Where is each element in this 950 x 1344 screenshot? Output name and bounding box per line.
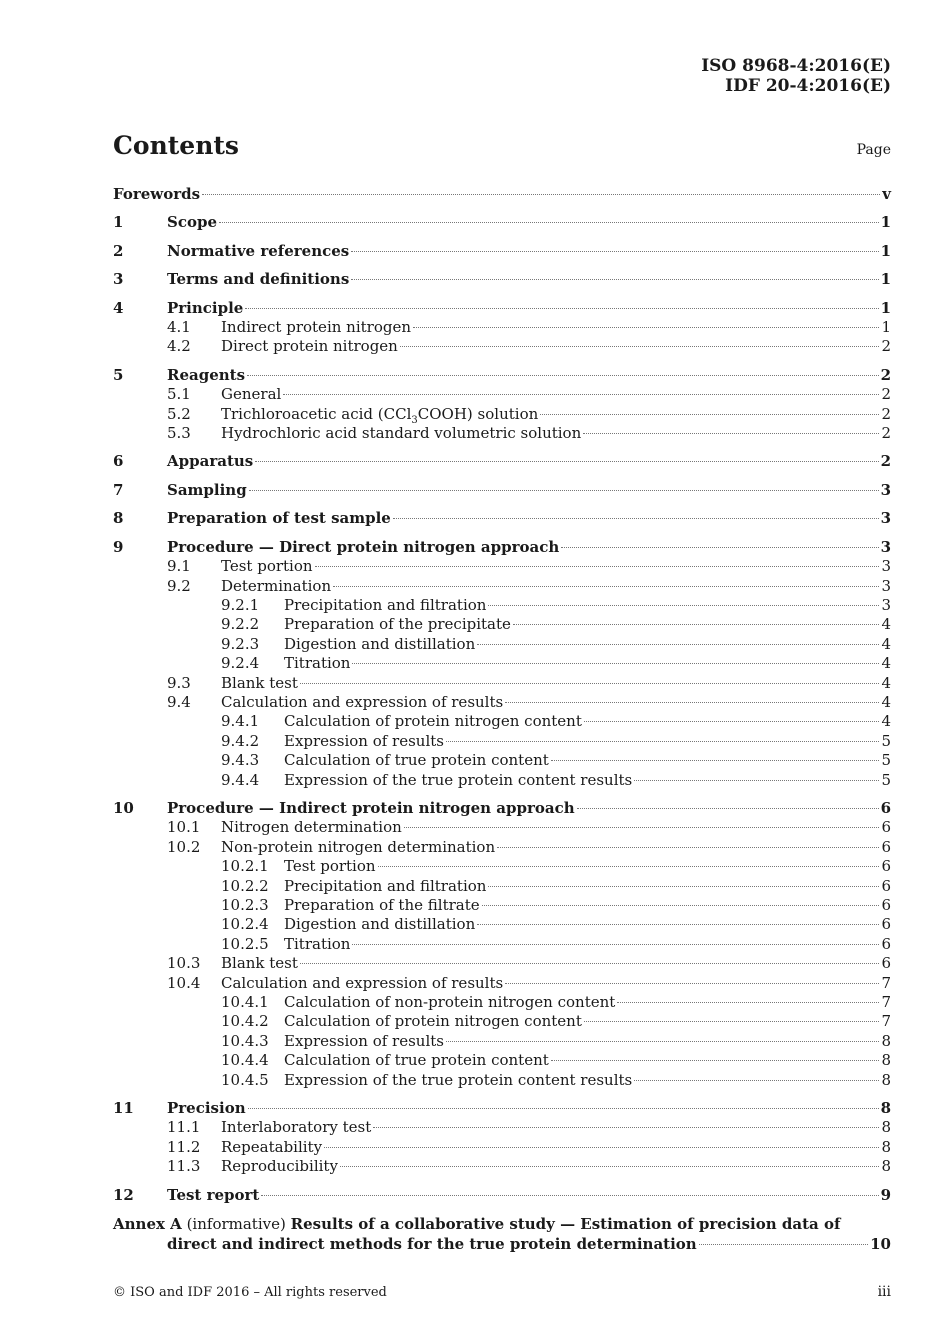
dot-leader bbox=[248, 1108, 879, 1109]
dot-leader bbox=[477, 924, 879, 925]
toc-entry-page: 4 bbox=[881, 634, 891, 653]
toc-entry[interactable] bbox=[113, 1157, 891, 1176]
dot-leader bbox=[699, 1244, 868, 1245]
dot-leader bbox=[373, 1127, 879, 1128]
toc-entry-page: 6 bbox=[880, 798, 891, 817]
toc-entry[interactable] bbox=[113, 366, 891, 385]
toc-entry-page: 2 bbox=[880, 365, 891, 384]
dot-leader bbox=[393, 518, 879, 519]
toc-entry-number: 11.1 bbox=[167, 1118, 201, 1137]
toc-entry-label: Terms and definitions bbox=[167, 270, 350, 289]
toc-entry-label: Reagents bbox=[167, 365, 246, 384]
toc-entry[interactable] bbox=[113, 635, 891, 654]
toc-entry[interactable] bbox=[113, 974, 891, 993]
dot-leader bbox=[482, 905, 880, 906]
toc-entry-label: Calculation of protein nitrogen content bbox=[284, 712, 582, 731]
toc-entry-page: 4 bbox=[881, 692, 891, 711]
toc-entry-page: 3 bbox=[881, 595, 891, 614]
dot-leader bbox=[340, 1166, 880, 1167]
toc-entry-page: 2 bbox=[881, 385, 891, 404]
dot-leader bbox=[583, 433, 879, 434]
toc-entry-page: 6 bbox=[881, 896, 891, 914]
toc-entry-label: Blank test bbox=[221, 673, 298, 692]
dot-leader bbox=[446, 741, 879, 742]
toc-entry-number: 9.2 bbox=[167, 576, 191, 595]
toc-entry-number: 10.2.2 bbox=[221, 876, 269, 895]
toc-entry-page: 4 bbox=[881, 654, 891, 673]
toc-entry[interactable] bbox=[113, 337, 891, 356]
toc-entry-label: Precision bbox=[167, 1099, 246, 1118]
toc-entry-page: 1 bbox=[880, 270, 891, 289]
toc-entry-label: Apparatus bbox=[167, 452, 254, 471]
toc-entry[interactable] bbox=[113, 318, 891, 337]
toc-entry[interactable] bbox=[113, 242, 891, 261]
toc-entry-label: Procedure — Indirect protein nitrogen approach bbox=[167, 798, 575, 817]
toc-entry-label: General bbox=[221, 385, 282, 404]
toc-entry-page: 2 bbox=[881, 404, 891, 423]
toc-entry-number: 9.4.2 bbox=[221, 731, 260, 750]
toc-entry-page: 2 bbox=[880, 452, 891, 471]
toc-entry-label: Scope bbox=[167, 213, 218, 232]
dot-leader bbox=[378, 866, 880, 867]
toc-entry-label: Titration bbox=[284, 934, 351, 953]
toc-entry-page: 3 bbox=[880, 537, 891, 556]
dot-leader bbox=[617, 1002, 879, 1003]
toc-entry-label: Expression of the true protein content results bbox=[284, 770, 633, 789]
toc-entry-page: 5 bbox=[881, 770, 891, 789]
annex-title-line-2: direct and indirect methods for the true protein determination bbox=[167, 1235, 697, 1254]
toc-entry-page: 4 bbox=[881, 712, 891, 731]
toc-entry-number: 10.4.5 bbox=[221, 1070, 269, 1089]
toc-entry[interactable] bbox=[113, 557, 891, 576]
toc-entry[interactable] bbox=[113, 896, 891, 915]
toc-entry-page: 7 bbox=[881, 993, 891, 1012]
toc-entry-number: 5.1 bbox=[167, 385, 191, 404]
toc-entry[interactable] bbox=[113, 185, 891, 204]
annex-line-1 bbox=[113, 1214, 891, 1234]
annex-informative: (informative) bbox=[186, 1215, 286, 1234]
toc-entry[interactable] bbox=[113, 674, 891, 693]
toc-entry-label: Preparation of the filtrate bbox=[284, 896, 480, 914]
toc-entry-page: 1 bbox=[880, 213, 891, 232]
toc-entry-label: Test portion bbox=[221, 557, 313, 576]
toc-entry[interactable] bbox=[113, 857, 891, 876]
toc-entry-number: 9.4 bbox=[167, 692, 191, 711]
toc-entry-page: 8 bbox=[881, 1157, 891, 1176]
toc-entry-page: 3 bbox=[880, 509, 891, 528]
dot-leader bbox=[584, 721, 880, 722]
toc-entry-label: Non-protein nitrogen determination bbox=[221, 837, 496, 856]
toc-entry-number: 9.3 bbox=[167, 673, 191, 692]
dot-leader bbox=[400, 346, 880, 347]
toc-entry-number: 6 bbox=[113, 452, 124, 471]
toc-entry-page: 3 bbox=[881, 557, 891, 576]
toc-entry-label: Titration bbox=[284, 654, 351, 673]
toc-entry[interactable] bbox=[113, 596, 891, 615]
toc-entry[interactable] bbox=[113, 1032, 891, 1051]
toc-entry-page: 6 bbox=[881, 876, 891, 895]
toc-entry-number: 10.2.1 bbox=[221, 857, 269, 876]
toc-entry-number: 9 bbox=[113, 537, 124, 556]
toc-entry-number: 10.2.4 bbox=[221, 915, 269, 934]
dot-leader bbox=[261, 1195, 878, 1196]
toc-entry-number: 9.4.3 bbox=[221, 751, 260, 770]
toc-entry-page: 6 bbox=[881, 818, 891, 837]
toc-entry[interactable] bbox=[113, 538, 891, 557]
annex-prefix: Annex A bbox=[113, 1215, 182, 1234]
toc-entry-number: 10.4.3 bbox=[221, 1031, 269, 1050]
toc-entry-page: 1 bbox=[881, 318, 891, 337]
dot-leader bbox=[477, 644, 879, 645]
dot-leader bbox=[249, 490, 879, 491]
toc-entry-label: Precipitation and filtration bbox=[284, 595, 487, 614]
toc-entry[interactable] bbox=[113, 799, 891, 818]
toc-entry-page: 2 bbox=[881, 424, 891, 443]
toc-entry-number: 5 bbox=[113, 365, 124, 384]
toc-entry-number: 10.2 bbox=[167, 837, 201, 856]
toc-entry[interactable] bbox=[113, 993, 891, 1012]
toc-entry[interactable] bbox=[113, 712, 891, 731]
toc-entry[interactable] bbox=[113, 877, 891, 896]
toc-entry-page: 4 bbox=[881, 673, 891, 692]
dot-leader bbox=[551, 1060, 880, 1061]
toc-entry[interactable] bbox=[113, 1138, 891, 1157]
document-header bbox=[701, 56, 891, 96]
toc-entry-page: 4 bbox=[881, 615, 891, 634]
toc-entry-page: 8 bbox=[880, 1099, 891, 1118]
toc-entry[interactable] bbox=[113, 838, 891, 857]
toc-entry-number: 10 bbox=[113, 798, 134, 817]
toc-entry-page: 6 bbox=[881, 934, 891, 953]
dot-leader bbox=[255, 461, 878, 462]
toc-entry-label: Digestion and distillation bbox=[284, 915, 476, 934]
dot-leader bbox=[245, 308, 878, 309]
toc-entry-label: Hydrochloric acid standard volumetric solution bbox=[221, 424, 582, 443]
toc-entry[interactable] bbox=[113, 452, 891, 471]
dot-leader bbox=[351, 279, 878, 280]
toc-entry-page: 9 bbox=[880, 1185, 891, 1204]
dot-leader bbox=[324, 1147, 879, 1148]
table-of-contents bbox=[113, 185, 891, 1254]
toc-entry-label: Indirect protein nitrogen bbox=[221, 318, 411, 337]
toc-entry-page: 5 bbox=[881, 731, 891, 750]
toc-entry-label: Test portion bbox=[284, 857, 376, 876]
toc-entry-label: Precipitation and filtration bbox=[284, 876, 487, 895]
dot-leader bbox=[488, 605, 879, 606]
toc-entry[interactable] bbox=[113, 270, 891, 289]
toc-entry-number: 2 bbox=[113, 241, 124, 260]
toc-entry[interactable] bbox=[113, 424, 891, 443]
dot-leader bbox=[561, 547, 878, 548]
toc-entry-page: 1 bbox=[880, 241, 891, 260]
dot-leader bbox=[300, 683, 880, 684]
toc-entry-label: Sampling bbox=[167, 480, 247, 499]
dot-leader bbox=[333, 586, 879, 587]
toc-entry-label: Expression of results bbox=[284, 731, 444, 750]
toc-entry-label: Procedure — Direct protein nitrogen approach bbox=[167, 537, 560, 556]
toc-entry-number: 10.4.4 bbox=[221, 1051, 269, 1070]
toc-entry-number: 10.1 bbox=[167, 818, 201, 837]
toc-entry-label: Blank test bbox=[221, 954, 298, 973]
toc-entry[interactable] bbox=[113, 1186, 891, 1205]
toc-entry[interactable] bbox=[113, 577, 891, 596]
dot-leader bbox=[634, 780, 879, 781]
toc-entry-number: 9.2.3 bbox=[221, 634, 260, 653]
toc-entry-label: Calculation of true protein content bbox=[284, 751, 549, 770]
toc-entry-number: 10.2.3 bbox=[221, 896, 269, 914]
annex-line-2 bbox=[167, 1234, 891, 1254]
toc-entry[interactable] bbox=[113, 213, 891, 232]
toc-entry-page: 8 bbox=[881, 1031, 891, 1050]
toc-entry-number: 7 bbox=[113, 480, 124, 499]
toc-entry[interactable] bbox=[113, 299, 891, 318]
toc-entry-number: 9.4.1 bbox=[221, 712, 260, 731]
toc-entry-label: Calculation of true protein content bbox=[284, 1051, 549, 1070]
toc-entries bbox=[113, 185, 891, 1205]
toc-entry-number: 3 bbox=[113, 270, 124, 289]
toc-entry[interactable] bbox=[113, 935, 891, 954]
dot-leader bbox=[513, 624, 880, 625]
toc-entry[interactable] bbox=[113, 732, 891, 751]
toc-entry-label: Interlaboratory test bbox=[221, 1118, 372, 1137]
toc-entry-label: Expression of the true protein content results bbox=[284, 1070, 633, 1089]
dot-leader bbox=[202, 194, 880, 195]
annex-title-line-1: Results of a collaborative study — Estimation of precision data of bbox=[290, 1215, 841, 1234]
toc-entry-page: 5 bbox=[881, 751, 891, 770]
toc-entry-label: Principle bbox=[167, 298, 244, 317]
dot-leader bbox=[446, 1041, 879, 1042]
page-title: Contents bbox=[113, 131, 240, 160]
toc-entry-number: 4.2 bbox=[167, 337, 191, 356]
toc-entry[interactable] bbox=[113, 385, 891, 404]
toc-entry-number: 5.3 bbox=[167, 424, 191, 443]
toc-entry-page: 6 bbox=[881, 954, 891, 973]
toc-entry-label: Repeatability bbox=[221, 1137, 323, 1156]
toc-entry-number: 11 bbox=[113, 1099, 134, 1118]
toc-entry[interactable] bbox=[113, 1012, 891, 1031]
dot-leader bbox=[315, 566, 880, 567]
dot-leader bbox=[413, 327, 879, 328]
copyright-notice: © ISO and IDF 2016 – All rights reserved bbox=[113, 1285, 387, 1300]
toc-entry-number: 9.1 bbox=[167, 557, 191, 576]
idf-designation: IDF 20-4:2016(E) bbox=[725, 76, 891, 96]
toc-entry-label: Preparation of test sample bbox=[167, 509, 391, 528]
toc-annex-entry[interactable] bbox=[113, 1214, 891, 1254]
toc-entry-number: 12 bbox=[113, 1185, 134, 1204]
toc-entry-label: Nitrogen determination bbox=[221, 818, 402, 837]
toc-entry-page: 8 bbox=[881, 1070, 891, 1089]
dot-leader bbox=[488, 886, 879, 887]
dot-leader bbox=[584, 1021, 880, 1022]
toc-entry[interactable] bbox=[113, 693, 891, 712]
toc-entry-label: Reproducibility bbox=[221, 1157, 338, 1176]
dot-leader bbox=[219, 222, 879, 223]
dot-leader bbox=[577, 808, 879, 809]
annex-page: 10 bbox=[870, 1235, 891, 1254]
toc-entry[interactable] bbox=[113, 405, 891, 424]
toc-entry-number: 10.4 bbox=[167, 973, 201, 992]
toc-entry-number: 4 bbox=[113, 298, 124, 317]
toc-entry-page: v bbox=[882, 185, 891, 203]
toc-entry-number: 10.4.1 bbox=[221, 993, 269, 1012]
toc-entry[interactable] bbox=[113, 751, 891, 770]
page-column-label: Page bbox=[856, 142, 891, 158]
dot-leader bbox=[247, 375, 879, 376]
toc-entry-page: 8 bbox=[881, 1137, 891, 1156]
toc-entry[interactable] bbox=[113, 954, 891, 973]
toc-entry-number: 9.4.4 bbox=[221, 770, 260, 789]
toc-entry[interactable] bbox=[113, 654, 891, 673]
toc-entry[interactable] bbox=[113, 615, 891, 634]
toc-entry-label: Normative references bbox=[167, 241, 350, 260]
dot-leader bbox=[505, 702, 879, 703]
toc-entry-number: 10.3 bbox=[167, 954, 201, 973]
toc-entry-page: 1 bbox=[880, 298, 891, 317]
toc-entry-label: Calculation and expression of results bbox=[221, 973, 504, 992]
toc-entry-page: 6 bbox=[881, 837, 891, 856]
toc-entry-number: 10.2.5 bbox=[221, 934, 269, 953]
toc-entry[interactable] bbox=[113, 771, 891, 790]
toc-entry-label: Trichloroacetic acid (CCl$_3$COOH) solution bbox=[221, 404, 539, 426]
toc-entry-page: 3 bbox=[880, 480, 891, 499]
toc-entry-page: 6 bbox=[881, 857, 891, 876]
toc-entry-number: 4.1 bbox=[167, 318, 191, 337]
toc-entry-label: Calculation of non-protein nitrogen content bbox=[284, 993, 616, 1012]
toc-entry[interactable] bbox=[113, 509, 891, 528]
toc-entry-page: 7 bbox=[881, 1012, 891, 1031]
toc-entry-number: 9.2.4 bbox=[221, 654, 260, 673]
toc-entry-number: 8 bbox=[113, 509, 124, 528]
toc-entry-label: Calculation of protein nitrogen content bbox=[284, 1012, 582, 1031]
toc-entry-page: 7 bbox=[881, 973, 891, 992]
toc-entry-label: Forewords bbox=[113, 185, 201, 203]
toc-entry-label: Digestion and distillation bbox=[284, 634, 476, 653]
toc-entry[interactable] bbox=[113, 1071, 891, 1090]
toc-entry[interactable] bbox=[113, 1099, 891, 1118]
toc-entry-page: 8 bbox=[881, 1118, 891, 1137]
toc-entry[interactable] bbox=[113, 1051, 891, 1070]
toc-entry-page: 8 bbox=[881, 1051, 891, 1070]
toc-entry[interactable] bbox=[113, 481, 891, 500]
toc-entry-page: 6 bbox=[881, 915, 891, 934]
toc-entry[interactable] bbox=[113, 915, 891, 934]
iso-designation: ISO 8968-4:2016(E) bbox=[701, 56, 891, 76]
toc-entry-number: 11.3 bbox=[167, 1157, 201, 1176]
toc-entry-label: Expression of results bbox=[284, 1031, 444, 1050]
dot-leader bbox=[404, 827, 880, 828]
toc-entry-page: 2 bbox=[881, 337, 891, 356]
dot-leader bbox=[497, 847, 879, 848]
toc-entry-number: 9.2.2 bbox=[221, 615, 260, 634]
toc-entry-number: 9.2.1 bbox=[221, 595, 260, 614]
toc-entry-number: 5.2 bbox=[167, 404, 191, 423]
dot-leader bbox=[352, 663, 879, 664]
toc-entry-label: Preparation of the precipitate bbox=[284, 615, 511, 634]
toc-entry-number: 10.4.2 bbox=[221, 1012, 269, 1031]
toc-entry-label: Test report bbox=[167, 1185, 260, 1204]
toc-entry-label: Calculation and expression of results bbox=[221, 692, 504, 711]
toc-entry-label: Direct protein nitrogen bbox=[221, 337, 398, 356]
dot-leader bbox=[551, 760, 880, 761]
dot-leader bbox=[352, 944, 879, 945]
toc-entry-page: 3 bbox=[881, 576, 891, 595]
toc-entry[interactable] bbox=[113, 1118, 891, 1137]
dot-leader bbox=[300, 963, 880, 964]
toc-entry-label: Determination bbox=[221, 576, 332, 595]
toc-entry[interactable] bbox=[113, 818, 891, 837]
dot-leader bbox=[351, 251, 878, 252]
dot-leader bbox=[540, 414, 879, 415]
dot-leader bbox=[634, 1080, 879, 1081]
dot-leader bbox=[505, 983, 879, 984]
dot-leader bbox=[283, 394, 879, 395]
page-number: iii bbox=[877, 1284, 891, 1300]
toc-entry-number: 1 bbox=[113, 213, 124, 232]
toc-entry-number: 11.2 bbox=[167, 1137, 201, 1156]
